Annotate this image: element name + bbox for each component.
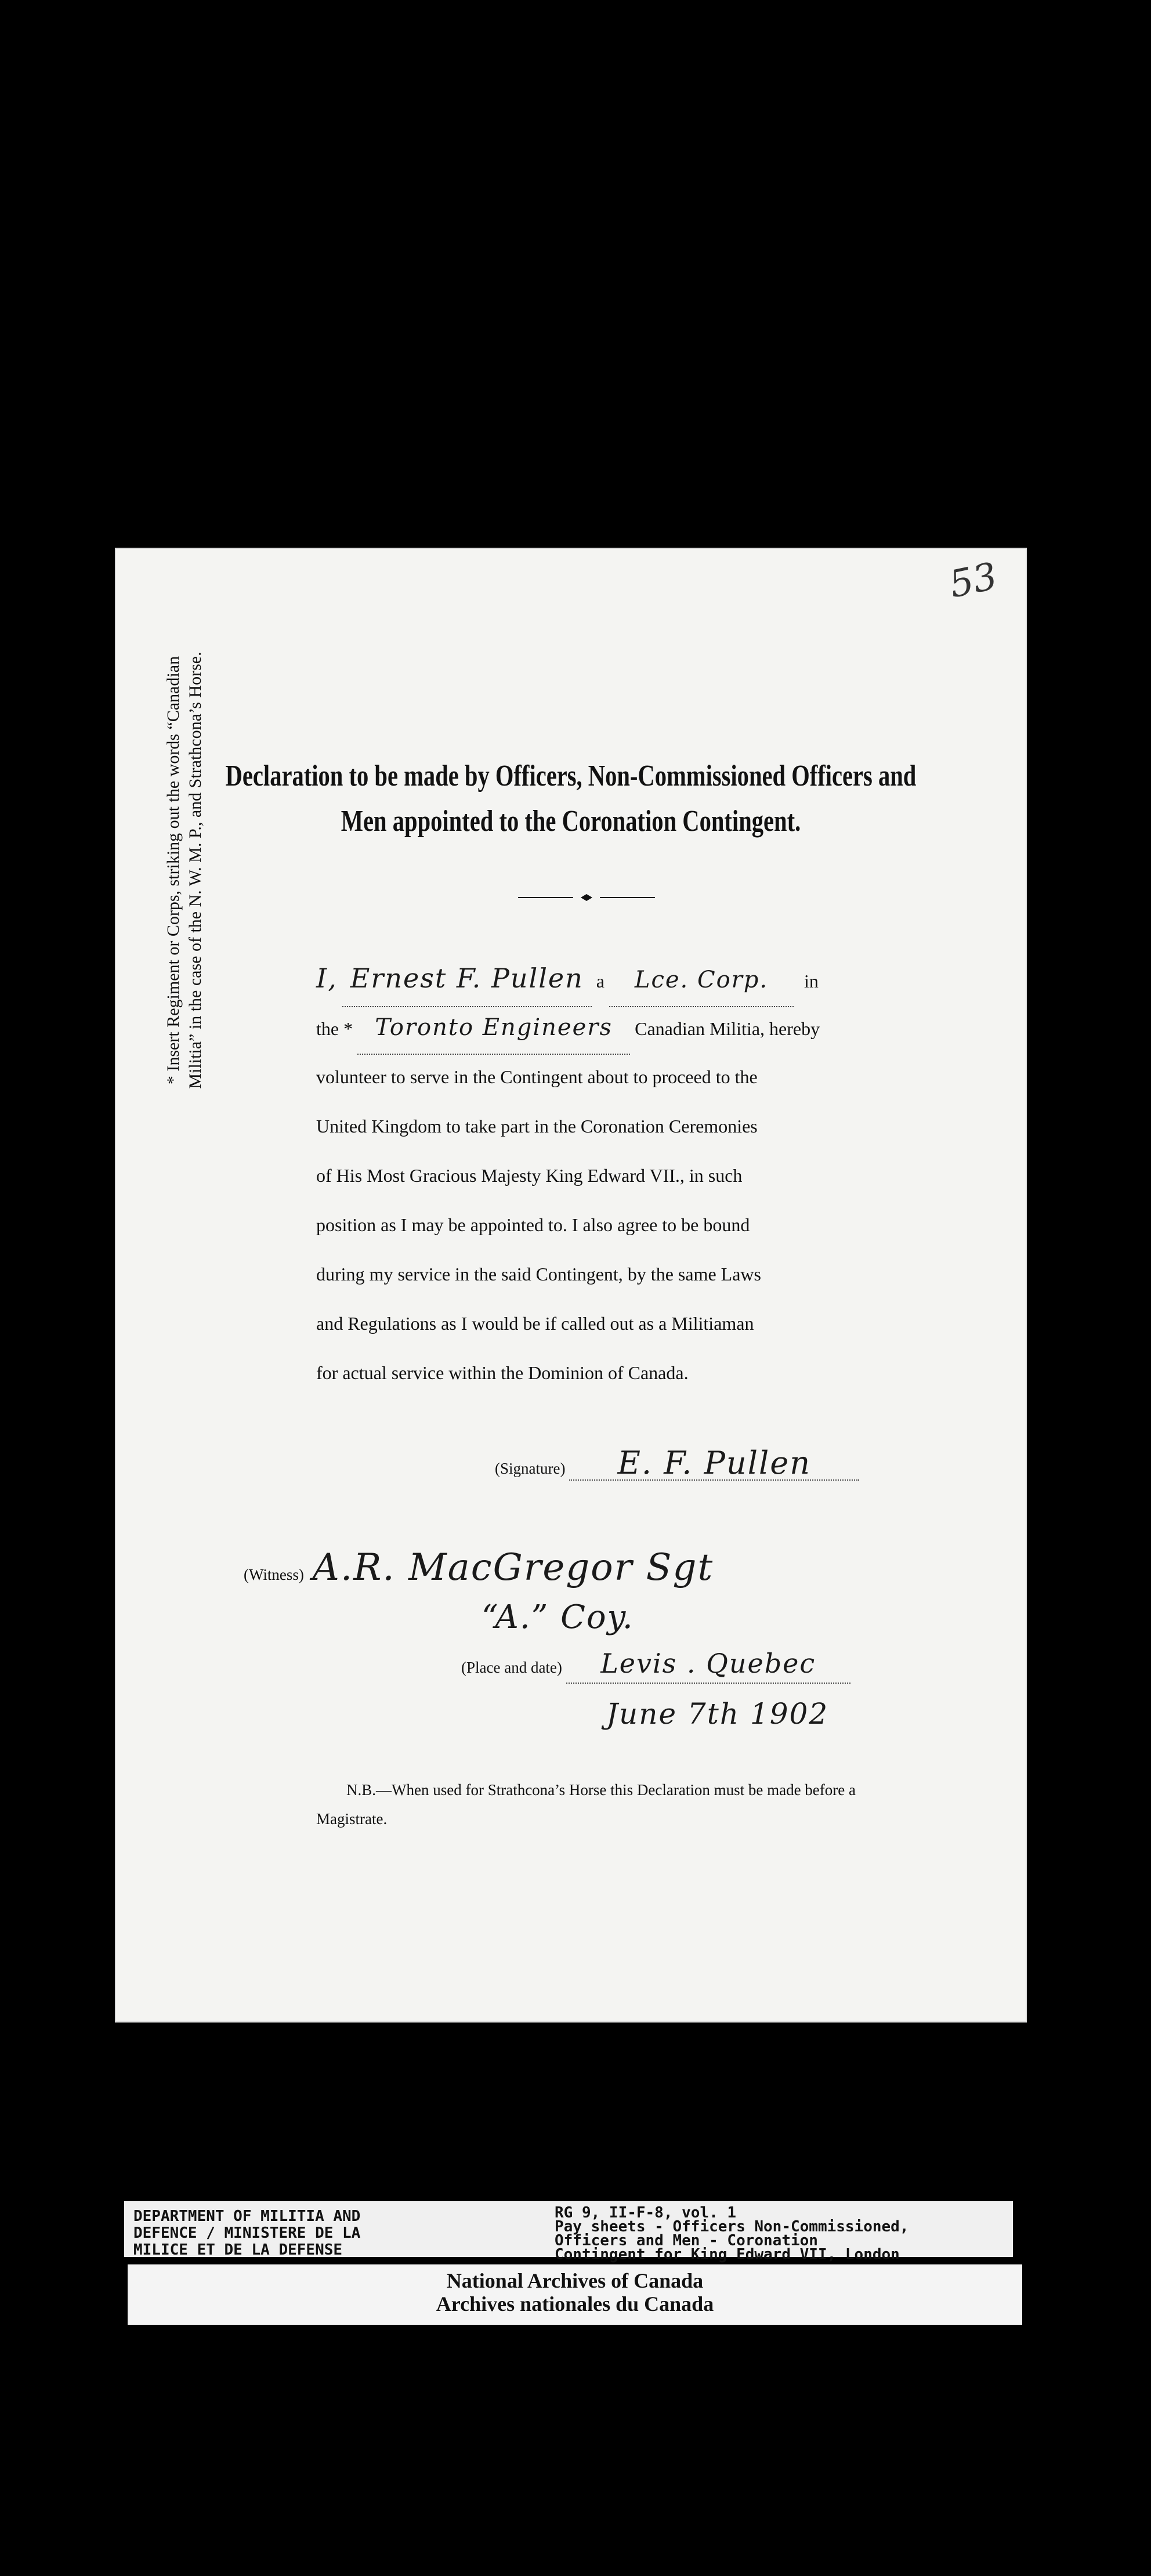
rank-field: Lce. Corp. (609, 956, 794, 1007)
body-line: during my service in the said Contingent, by the same Laws (316, 1264, 761, 1285)
signature-field: E. F. Pullen (569, 1445, 859, 1481)
record-reference: RG 9, II-F-8, vol. 1 Pay sheets - Officers Non-Commissioned, Officers and Men - Coronation Contingent for King Edward VII, London (555, 2204, 909, 2263)
archives-banner (128, 2264, 1022, 2325)
body-line: position as I may be appointed to. I also agree to be bound (316, 1214, 750, 1235)
signature-row (495, 1445, 859, 1481)
body-line-corps: the * Toronto Engineers Canadian Militia, hereby (316, 1003, 865, 1052)
archives-name: National Archives of Canada Archives nationales du Canada (436, 2269, 714, 2315)
date-row (606, 1697, 828, 1731)
declaration-body (316, 954, 865, 1398)
title-line-1: Declaration to be made by Officers, Non-Commissioned Officers and (225, 759, 917, 793)
body-line-name: I, Ernest F. Pullen a Lce. Corp. in (316, 954, 865, 1003)
corps-field: Toronto Engineers (357, 1003, 630, 1055)
signature-label: (Signature) (495, 1460, 566, 1477)
archive-reference-label (124, 2201, 1013, 2263)
place-field: Levis . Quebec (566, 1648, 850, 1684)
handwritten-i: I, (316, 963, 338, 994)
body-line: volunteer to serve in the Contingent about to proceed to the (316, 1066, 758, 1087)
witness-signature: A.R. MacGregor Sgt (312, 1546, 714, 1589)
date-value: June 7th 1902 (606, 1697, 829, 1731)
place-date-row (461, 1648, 850, 1684)
document-title (215, 754, 926, 844)
name-field: Ernest F. Pullen (342, 954, 592, 1007)
side-note: * Insert Regiment or Corps, striking out the words “Canadian Militia” in the case of the N. W. M. P., and Strathcona’s Horse. (164, 652, 205, 1089)
divider-ornament (518, 894, 655, 901)
body-line: United Kingdom to take part in the Coronation Ceremonies (316, 1116, 758, 1137)
body-line: for actual service within the Dominion of Canada. (316, 1362, 689, 1383)
department-name: DEPARTMENT OF MILITIA AND DEFENCE / MINISTERE DE LA MILICE ET DE LA DEFENSE (133, 2208, 361, 2259)
page-number: 53 (945, 555, 1001, 607)
place-date-label: (Place and date) (461, 1659, 562, 1676)
nb-note: N.B.—When used for Strathcona’s Horse this Declaration must be made before a Magistrate. (316, 1781, 856, 1828)
witness-row (244, 1546, 714, 1589)
witness-label: (Witness) (244, 1566, 304, 1583)
witness-unit: “A.” Coy. (482, 1598, 634, 1636)
body-line: and Regulations as I would be if called out as a Militiaman (316, 1313, 754, 1334)
body-line: of His Most Gracious Majesty King Edward VII., in such (316, 1165, 743, 1186)
title-line-2: Men appointed to the Coronation Contingent. (341, 805, 801, 838)
